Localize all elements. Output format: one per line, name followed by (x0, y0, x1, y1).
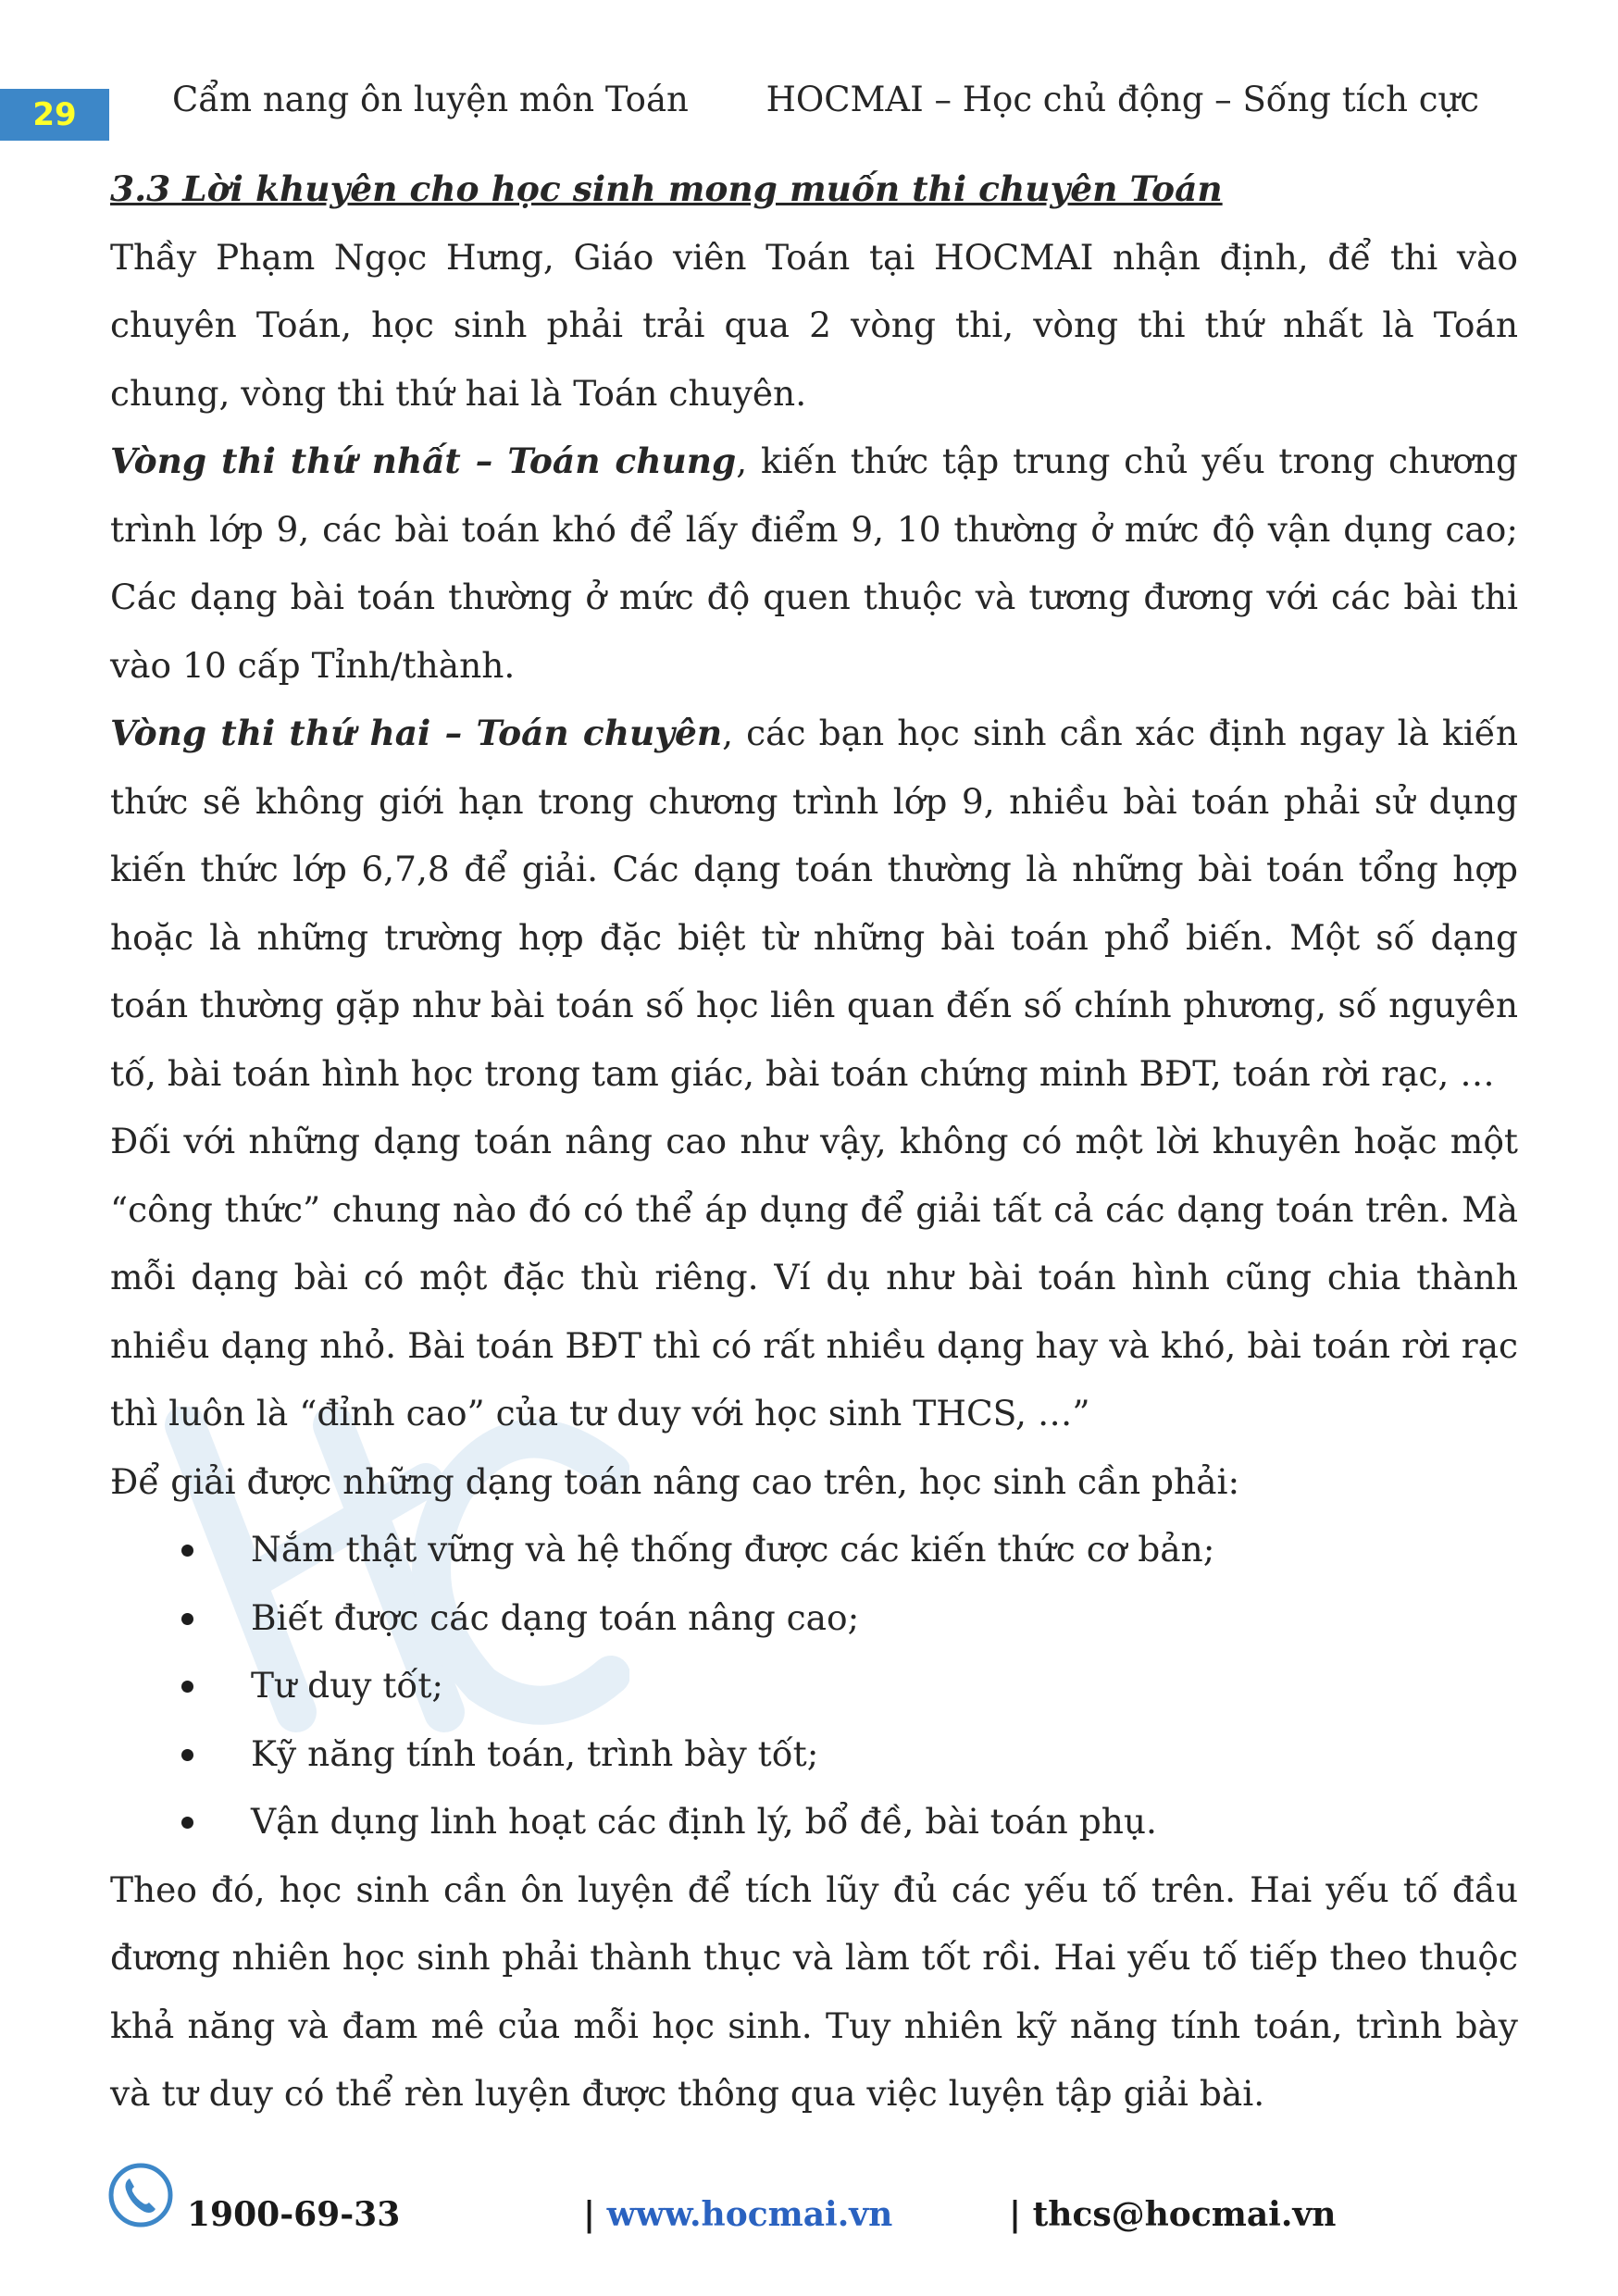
advice-paragraph: Đối với những dạng toán nâng cao như vậy, không có một lời khuyên hoặc một “công thức” chung nào đó có thể áp dụng để giải tất cả các dạng toán trên. Mà mỗi dạng bài có một đặc thù riêng. Ví dụ như bài toán hình cũng chia thành nhiều dạng nhỏ. Bài toán BĐT thì có rất nhiều dạng hay và khó, bài toán rời rạc thì luôn là “đỉnh cao” của tư duy với học sinh THCS, …” (110, 1121, 1518, 1433)
footer-website: | www.hocmai.vn (583, 2195, 893, 2234)
round2-paragraph (110, 700, 1518, 1108)
requirements-intro: Để giải được những dạng toán nâng cao trên, học sinh cần phải: (110, 1460, 1240, 1502)
header-book-title: Cẩm nang ôn luyện môn Toán (172, 80, 689, 119)
hotline-number: 1900-69-33 (187, 2195, 401, 2234)
list-item: Vận dụng linh hoạt các định lý, bổ đề, bài toán phụ. (110, 1788, 1518, 1856)
page-number-badge: 29 (0, 89, 109, 141)
list-item: Tư duy tốt; (110, 1652, 1518, 1720)
footer-email: | thcs@hocmai.vn (1009, 2195, 1337, 2234)
round1-label: Vòng thi thứ nhất – Toán chung (110, 441, 737, 481)
bullet-icon (181, 1681, 193, 1693)
intro-paragraph: Thầy Phạm Ngọc Hưng, Giáo viên Toán tại HOCMAI nhận định, để thi vào chuyên Toán, học sinh phải trải qua 2 vòng thi, vòng thi thứ nhất là Toán chung, vòng thi thứ hai là Toán chuyên. (110, 236, 1518, 414)
round2-label: Vòng thi thứ hai – Toán chuyên (110, 713, 723, 753)
requirements-list (110, 1516, 1518, 1856)
list-item: Nắm thật vững và hệ thống được các kiến thức cơ bản; (110, 1516, 1518, 1584)
list-item: Biết được các dạng toán nâng cao; (110, 1584, 1518, 1653)
bullet-icon (181, 1613, 193, 1625)
bullet-icon (181, 1749, 193, 1761)
list-item: Kỹ năng tính toán, trình bày tốt; (110, 1720, 1518, 1789)
page-footer (0, 2162, 1618, 2254)
bullet-icon (181, 1817, 193, 1829)
email-link[interactable]: thcs@hocmai.vn (1032, 2195, 1337, 2234)
section-title: 3.3 Lời khuyên cho học sinh mong muốn thi chuyên Toán (110, 168, 1223, 209)
round2-text: , các bạn học sinh cần xác định ngay là kiến thức sẽ không giới hạn trong chương trình lớp 9, nhiều bài toán phải sử dụng kiến thức lớp 6,7,8 để giải. Các dạng toán thường là những bài toán tổng hợp hoặc là những trường hợp đặc biệt từ những bài toán phổ biến. Một số dạng toán thường gặp như bài toán số học liên quan đến số chính phương, số nguyên tố, bài toán hình học trong tam giác, bài toán chứng minh BĐT, toán rời rạc, … (110, 713, 1518, 1094)
conclusion-paragraph: Theo đó, học sinh cần ôn luyện để tích lũy đủ các yếu tố trên. Hai yếu tố đầu đương nhiên học sinh phải thành thục và làm tốt rồi. Hai yếu tố tiếp theo thuộc khả năng và đam mê của mỗi học sinh. Tuy nhiên kỹ năng tính toán, trình bày và tư duy có thể rèn luyện được thông qua việc luyện tập giải bài. (110, 1868, 1518, 2114)
round1-paragraph (110, 428, 1518, 700)
round1-text: , kiến thức tập trung chủ yếu trong chương trình lớp 9, các bài toán khó để lấy điểm 9, 10 thường ở mức độ vận dụng cao; Các dạng bài toán thường ở mức độ quen thuộc và tương đương với các bài thi vào 10 cấp Tỉnh/thành. (110, 441, 1518, 686)
phone-icon (107, 2162, 174, 2228)
main-content (110, 155, 1518, 2128)
header-slogan: HOCMAI – Học chủ động – Sống tích cực (765, 80, 1479, 119)
bullet-icon (181, 1545, 193, 1557)
website-link[interactable]: www.hocmai.vn (606, 2195, 893, 2234)
